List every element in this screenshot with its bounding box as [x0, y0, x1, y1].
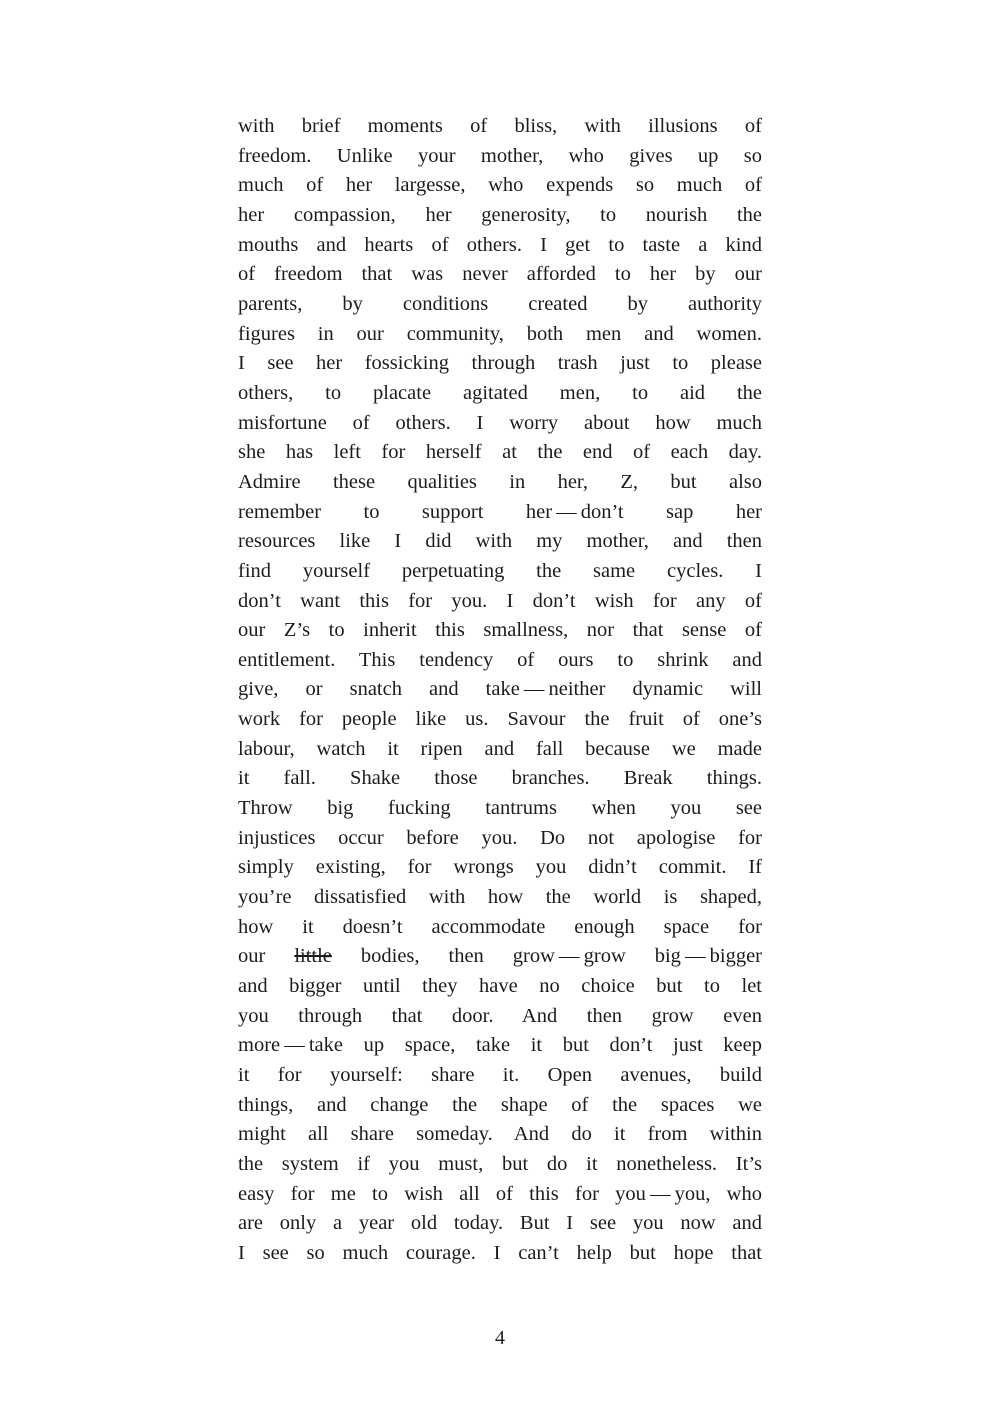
text-segment: bodies, then grow — grow big — bigger — [331, 945, 763, 968]
text-line — [238, 824, 762, 854]
page-number: 4 — [495, 1327, 505, 1349]
text-segment: our — [238, 945, 295, 968]
text-segment: I see her fossicking through trash just to please — [238, 352, 762, 375]
text-segment: labour, watch it ripen and fall because we made — [238, 737, 762, 760]
text-line — [238, 1120, 762, 1150]
text-segment: much of her largesse, who expends so much of — [238, 174, 762, 197]
text-segment: find yourself perpetuating the same cycles. I — [238, 559, 762, 582]
text-line — [238, 231, 762, 261]
text-segment: misfortune of others. I worry about how much — [238, 411, 762, 434]
text-line — [238, 1061, 762, 1091]
text-line — [238, 764, 762, 794]
text-line — [238, 171, 762, 201]
text-line — [238, 201, 762, 231]
text-segment: are only a year old today. But I see you now and — [238, 1212, 762, 1235]
text-segment: resources like I did with my mother, and then — [238, 530, 762, 553]
text-line — [238, 853, 762, 883]
text-line — [238, 646, 762, 676]
text-line — [238, 260, 762, 290]
text-line — [238, 587, 762, 617]
text-segment: how it doesn’t accommodate enough space for — [238, 915, 762, 938]
text-segment: her compassion, her generosity, to nourish the — [238, 203, 762, 226]
text-segment: you’re dissatisfied with how the world is shaped, — [238, 886, 762, 909]
text-line — [238, 942, 762, 972]
text-line — [238, 1150, 762, 1180]
text-segment: entitlement. This tendency of ours to shrink and — [238, 648, 762, 671]
text-segment: it for yourself: share it. Open avenues, build — [238, 1064, 762, 1086]
text-line — [238, 1239, 762, 1269]
text-segment: more — take up space, take it but don’t just keep — [238, 1034, 762, 1057]
text-segment: give, or snatch and take — neither dynamic will — [238, 678, 762, 701]
text-line — [238, 794, 762, 824]
text-segment: might all share someday. And do it from within — [238, 1123, 762, 1146]
text-segment: of freedom that was never afforded to her by our — [238, 263, 762, 286]
text-segment: work for people like us. Savour the fruit of one’s — [238, 708, 762, 731]
text-segment: don’t want this for you. I don’t wish for any of — [238, 589, 762, 612]
text-line — [238, 498, 762, 528]
text-segment: freedom. Unlike your mother, who gives up so — [238, 144, 762, 167]
text-line — [238, 735, 762, 765]
text-segment: easy for me to wish all of this for you — you, who — [238, 1182, 762, 1205]
text-segment: I see so much courage. I can’t help but hope that — [238, 1241, 762, 1264]
body-text — [238, 112, 762, 1269]
text-line — [238, 409, 762, 439]
text-segment: others, to placate agitated men, to aid the — [238, 381, 762, 404]
text-line — [238, 883, 762, 913]
text-segment: parents, by conditions created by authority — [238, 292, 762, 315]
text-segment: injustices occur before you. Do not apologise for — [238, 826, 762, 849]
text-line — [238, 1209, 762, 1239]
text-line — [238, 1180, 762, 1210]
text-line — [238, 1002, 762, 1032]
text-segment: Admire these qualities in her, Z, but also — [238, 470, 762, 493]
text-line — [238, 527, 762, 557]
text-segment: figures in our community, both men and women. — [238, 322, 762, 345]
text-line — [238, 349, 762, 379]
text-segment: with brief moments of bliss, with illusions of — [238, 115, 762, 137]
text-line — [238, 913, 762, 943]
text-line — [238, 290, 762, 320]
text-line — [238, 379, 762, 409]
text-segment: the system if you must, but do it nonetheless. It’s — [238, 1152, 762, 1175]
text-line — [238, 675, 762, 705]
text-segment: our Z’s to inherit this smallness, nor that sense of — [238, 619, 762, 642]
struck-text: little — [294, 945, 332, 968]
text-line — [238, 320, 762, 350]
text-segment: it fall. Shake those branches. Break things. — [238, 767, 762, 790]
text-line — [238, 142, 762, 172]
text-segment: simply existing, for wrongs you didn’t commit. If — [238, 856, 762, 879]
text-segment: remember to support her — don’t sap her — [238, 500, 762, 523]
text-segment: mouths and hearts of others. I get to taste a kind — [238, 233, 762, 256]
text-line — [238, 438, 762, 468]
text-line — [238, 112, 762, 142]
text-line — [238, 705, 762, 735]
text-segment: things, and change the shape of the spaces we — [238, 1093, 762, 1116]
text-line — [238, 972, 762, 1002]
text-line — [238, 468, 762, 498]
text-line — [238, 557, 762, 587]
text-segment: she has left for herself at the end of each day. — [238, 441, 762, 464]
text-segment: Throw big fucking tantrums when you see — [238, 797, 762, 820]
text-line — [238, 616, 762, 646]
text-line — [238, 1091, 762, 1121]
text-line — [238, 1031, 762, 1061]
text-segment: you through that door. And then grow even — [238, 1004, 762, 1027]
text-segment: and bigger until they have no choice but to let — [238, 975, 762, 998]
